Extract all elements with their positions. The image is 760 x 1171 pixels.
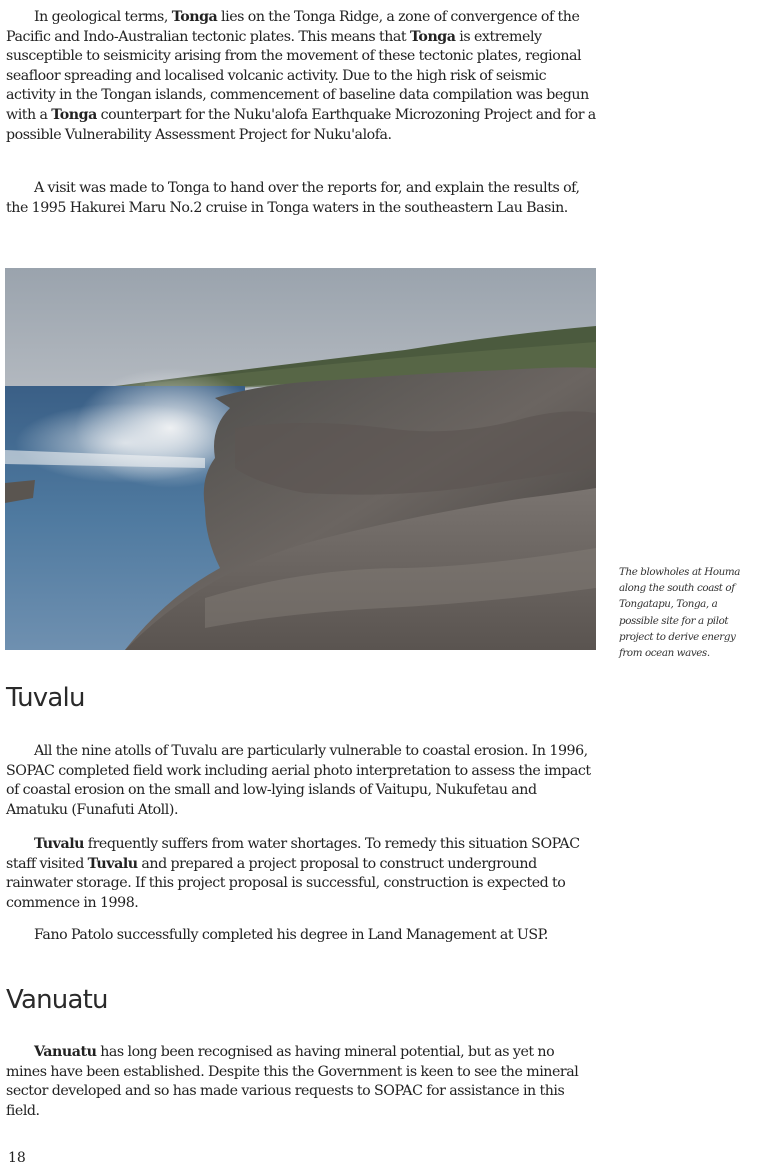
text-run: is extremely susceptible to seismicity arising from the movement of these tectonic plates, regional seafloor spreading and localised volcanic activity. Due to the high risk of seismic activity in the Tongan islands, commencement of baseline data compilation was begun with a [6,28,589,123]
photo-caption: The blowholes at Houma along the south coast of Tongatapu, Tonga, a possible site for a pilot project to derive energy from ocean waves. [619,566,741,660]
page-number: 18 [8,1150,26,1166]
text-run: frequently suffers from water shortages. To remedy this situation SOPAC staff visited [6,836,580,872]
tuvalu-paragraph-2 [6,835,598,913]
vanuatu-paragraph-1 [6,1043,598,1121]
bold-country: Tonga [51,106,97,123]
tuvalu-paragraph-1: All the nine atolls of Tuvalu are particularly vulnerable to coastal erosion. In 1996, SOPAC completed field work including aerial photo interpretation to assess the impact of coastal erosion on the small and low-lying islands of Vaitupu, Nukufetau and Amatuku (Funafuti Atoll). [6,743,591,818]
bold-country: Tuvalu [87,855,138,872]
bold-country: Tonga [409,28,456,45]
text-run: and prepared a project proposal to construct underground rainwater storage. If this project proposal is successful, construction is expected to commence in 1998. [6,855,566,911]
text-run: lies on the Tonga Ridge, a zone of convergence of the Pacific and Indo-Australian tectonic plates. This means that [6,9,580,45]
tuvalu-heading: Tuvalu [6,683,85,713]
bold-country: Tuvalu [34,836,85,852]
tonga-paragraph-1 [6,8,598,145]
bold-country: Tonga [171,9,218,25]
bold-country: Vanuatu [34,1044,97,1060]
vanuatu-heading: Vanuatu [6,985,108,1015]
tuvalu-paragraph-3: Fano Patolo successfully completed his degree in Land Management at USP. [34,927,548,943]
tonga-paragraph-2: A visit was made to Tonga to hand over the reports for, and explain the results of, the 1995 Hakurei Maru No.2 cruise in Tonga waters in the southeastern Lau Basin. [6,180,580,216]
text-run: In geological terms, [34,9,172,25]
text-run: counterpart for the Nuku'alofa Earthquake Microzoning Project and for a possible Vulnerability Assessment Project for Nuku'alofa. [6,106,596,143]
blowholes-photo [5,268,596,650]
text-run: has long been recognised as having mineral potential, but as yet no mines have been established. Despite this the Government is keen to see the mineral sector developed and so has made various requests to SOPAC for assistance in this field. [6,1044,579,1119]
